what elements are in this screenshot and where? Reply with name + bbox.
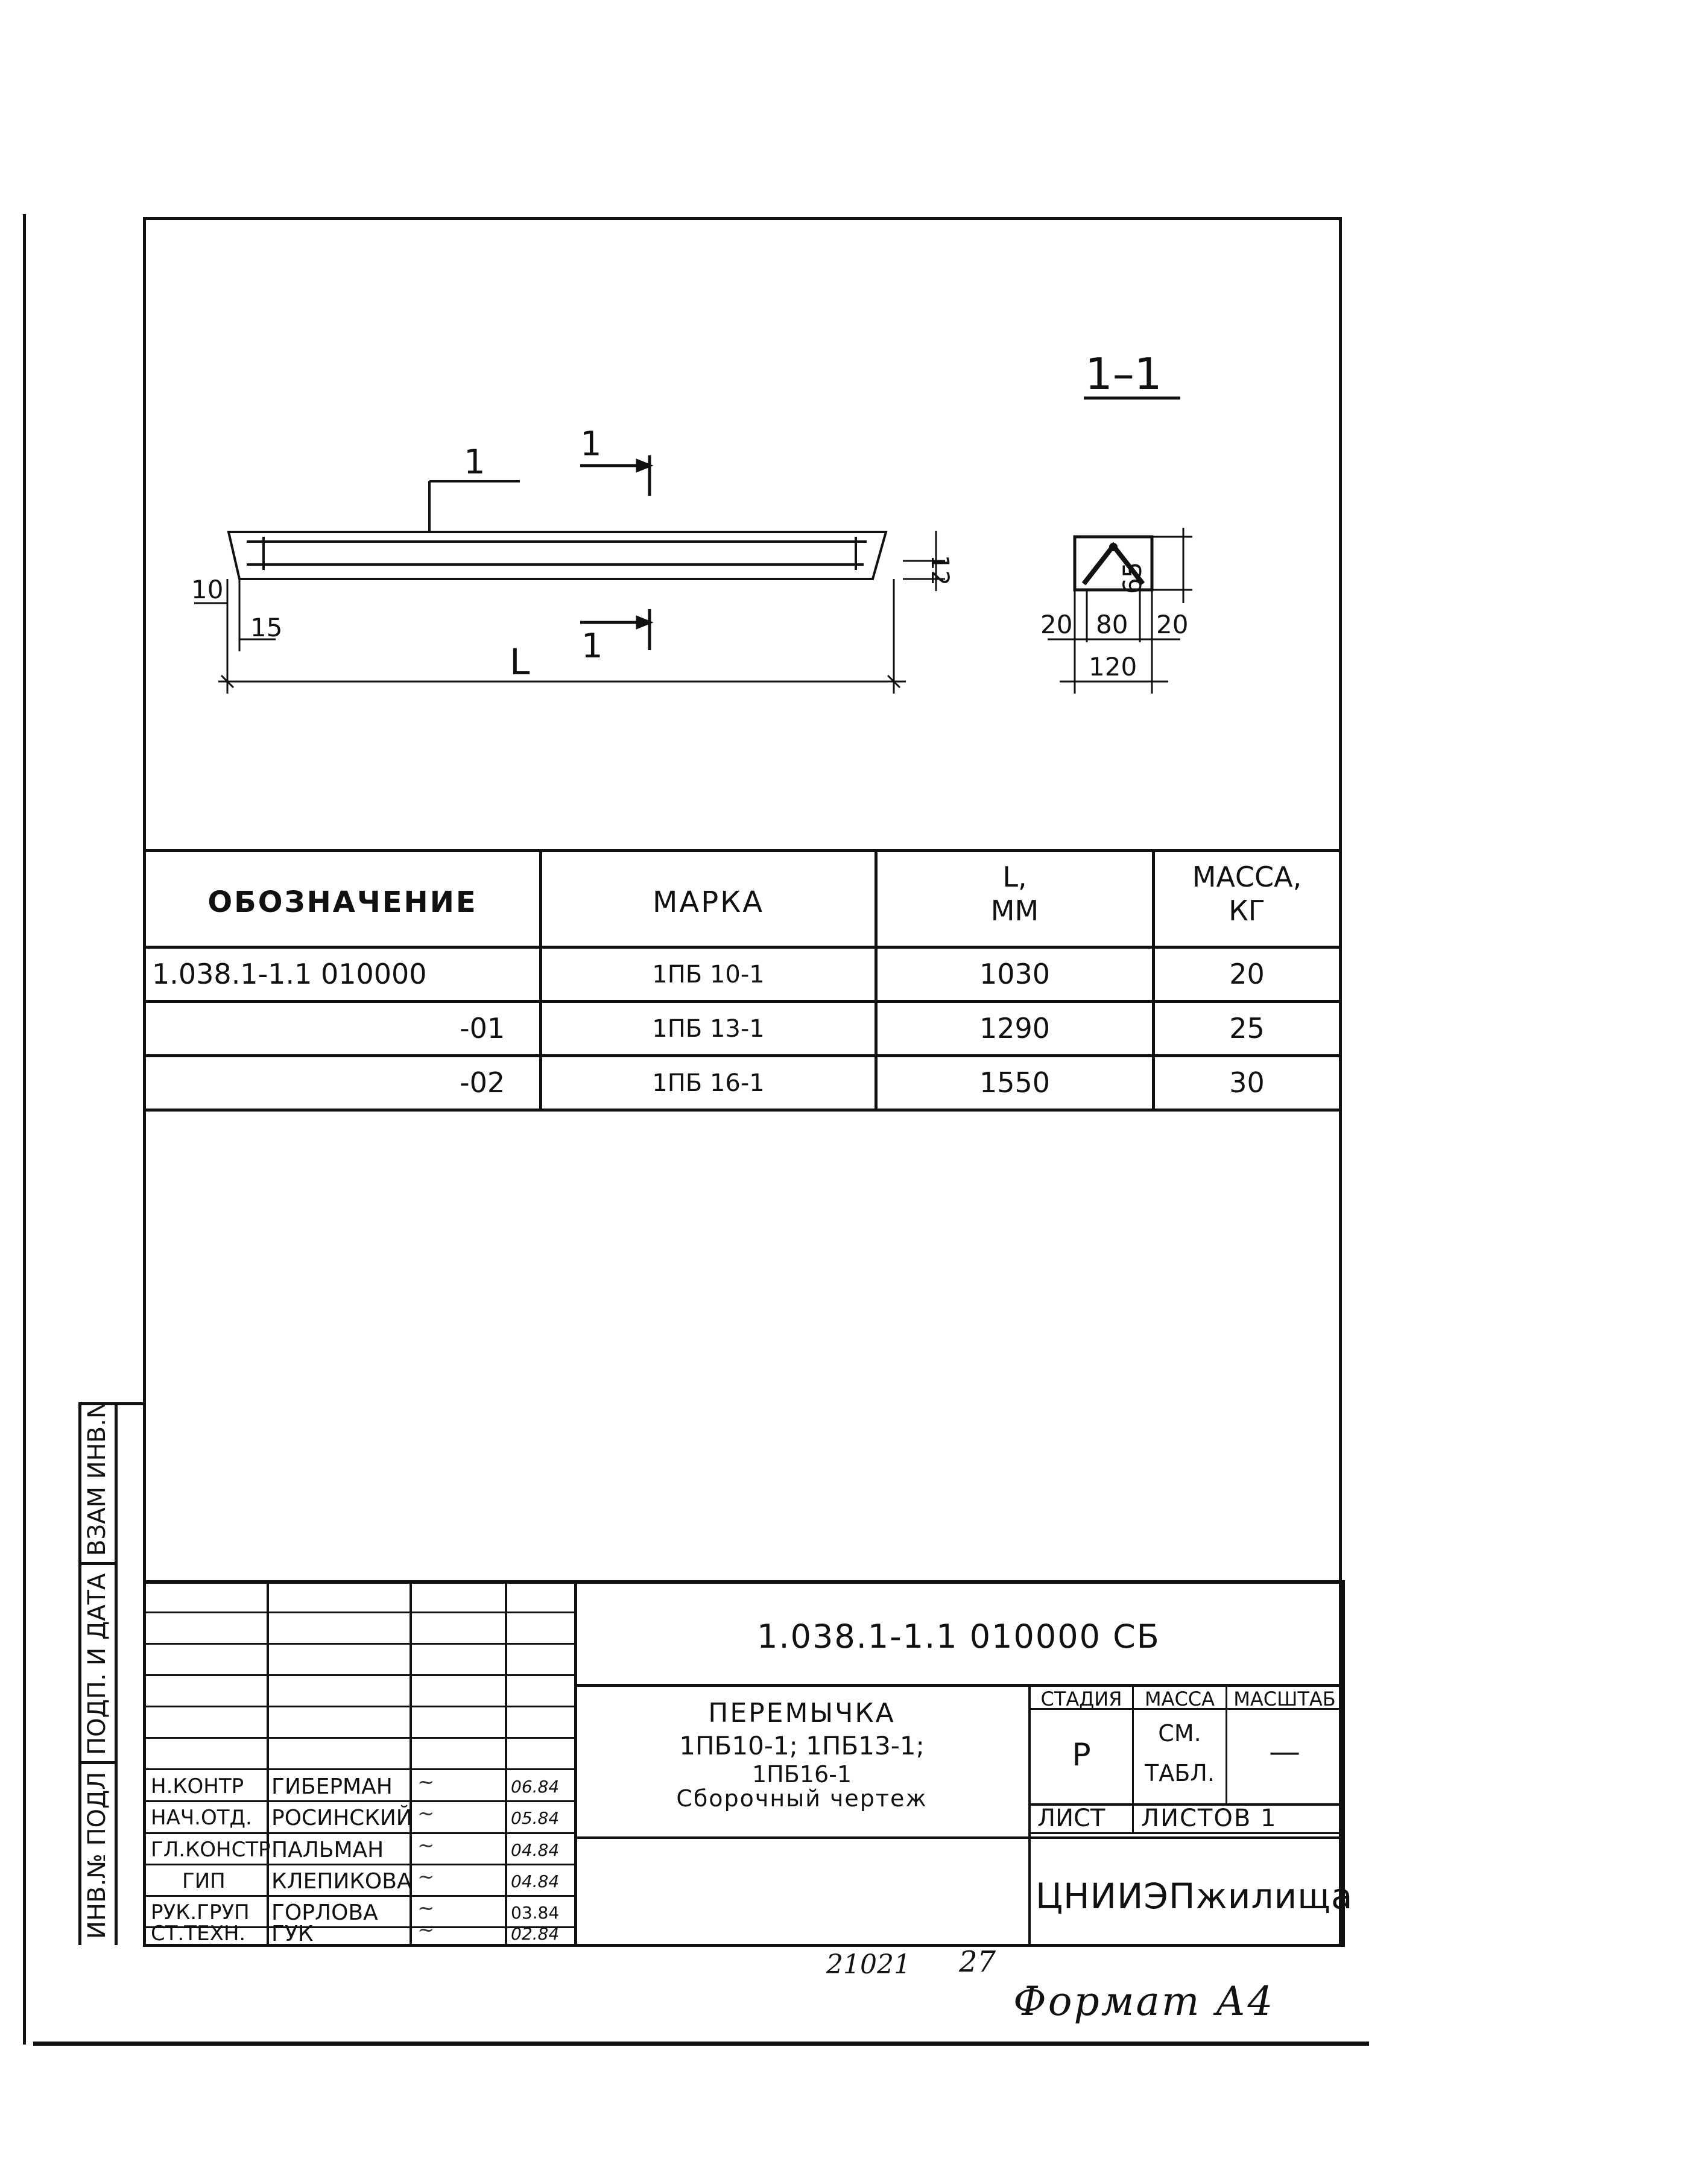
staff-4-role: РУК.ГРУП bbox=[151, 1900, 250, 1925]
dim-length: L bbox=[510, 641, 530, 683]
staff-2-date: 04.84 bbox=[511, 1840, 560, 1860]
row-0-mark: 1ПБ 10-1 bbox=[652, 961, 765, 988]
section-mark-top: 1 bbox=[580, 425, 602, 464]
staff-1-date: 05.84 bbox=[511, 1808, 560, 1828]
outer-bottom-border bbox=[33, 2042, 1369, 2046]
sheet-label: ЛИСТ bbox=[1037, 1805, 1105, 1832]
staff-0-signature: ~ bbox=[417, 1770, 435, 1794]
row-2-length: 1550 bbox=[979, 1066, 1051, 1099]
row-2-mass: 30 bbox=[1229, 1066, 1265, 1099]
staff-4-signature: ~ bbox=[417, 1896, 435, 1920]
dim-end-height: 12 bbox=[926, 555, 954, 586]
outer-left-border bbox=[23, 214, 26, 2045]
footer-page: 27 bbox=[959, 1945, 996, 1979]
mass-value-1: СМ. bbox=[1158, 1720, 1201, 1747]
dim-section-width: 120 bbox=[1089, 652, 1137, 682]
title-line1: ПЕРЕМЫЧКА bbox=[708, 1698, 896, 1729]
doc-code: 1.038.1-1.1 010000 СБ bbox=[757, 1618, 1160, 1656]
staff-5-date: 02.84 bbox=[511, 1924, 560, 1944]
staff-3-name: КЛЕПИКОВА bbox=[271, 1869, 412, 1894]
header-mass: МАССА, КГ bbox=[1192, 861, 1302, 927]
title-line3: 1ПБ16-1 bbox=[751, 1761, 852, 1788]
mass-header: МАССА bbox=[1144, 1687, 1215, 1710]
staff-1-role: НАЧ.ОТД. bbox=[151, 1806, 252, 1830]
row-1-designation: -01 bbox=[460, 1012, 505, 1045]
stamp-label-inv-no: ИНВ.№ ПОДЛ bbox=[83, 1771, 111, 1939]
drawing-area bbox=[143, 217, 1342, 838]
staff-3-signature: ~ bbox=[417, 1865, 435, 1889]
position-leader bbox=[429, 481, 520, 532]
header-designation: ОБОЗНАЧЕНИЕ bbox=[207, 885, 478, 919]
title-block bbox=[146, 1580, 1353, 1947]
side-stamp bbox=[78, 1402, 146, 1945]
staff-0-name: ГИБЕРМАН bbox=[271, 1774, 393, 1799]
lintel-elevation bbox=[229, 532, 886, 579]
staff-5-role: СТ.ТЕХН. bbox=[151, 1922, 246, 1946]
dim-section-height: 65 bbox=[1118, 561, 1147, 594]
title-line4: Сборочный чертеж bbox=[676, 1785, 928, 1812]
staff-1-signature: ~ bbox=[417, 1801, 435, 1826]
stamp-label-sign-date: ПОДП. И ДАТА bbox=[83, 1573, 111, 1755]
row-1-mark: 1ПБ 13-1 bbox=[652, 1015, 765, 1043]
section-bar bbox=[1109, 543, 1118, 551]
row-1-length: 1290 bbox=[979, 1012, 1051, 1045]
stage-header: СТАДИЯ bbox=[1040, 1687, 1122, 1710]
dim-section-right: 20 bbox=[1156, 610, 1189, 639]
position-mark: 1 bbox=[464, 443, 486, 482]
org-name: ЦНИИЭПжилища bbox=[1036, 1876, 1353, 1917]
scale-value: — bbox=[1269, 1734, 1300, 1770]
staff-0-date: 06.84 bbox=[511, 1777, 560, 1797]
stamp-label-replace: ВЗАМ ИНВ.N bbox=[83, 1400, 111, 1556]
dim-section-middle: 80 bbox=[1096, 610, 1128, 639]
footer-number: 21021 bbox=[826, 1949, 911, 1980]
staff-5-signature: ~ bbox=[417, 1918, 435, 1942]
staff-5-name: ГУК bbox=[271, 1922, 314, 1946]
row-2-mark: 1ПБ 16-1 bbox=[652, 1069, 765, 1097]
spec-table bbox=[146, 849, 1339, 1113]
row-0-mass: 20 bbox=[1229, 958, 1265, 990]
row-0-designation: 1.038.1-1.1 010000 bbox=[152, 958, 427, 990]
staff-1-name: РОСИНСКИЙ bbox=[271, 1806, 413, 1830]
section-title: 1–1 bbox=[1085, 349, 1162, 399]
dim-section-left: 20 bbox=[1040, 610, 1073, 639]
scale-header: МАСШТАБ bbox=[1233, 1687, 1336, 1710]
title-line2: 1ПБ10-1; 1ПБ13-1; bbox=[679, 1731, 925, 1760]
staff-2-name: ПАЛЬМАН bbox=[271, 1838, 384, 1862]
footer-format: Формат А4 bbox=[1013, 1978, 1275, 2025]
staff-3-role: ГИП bbox=[182, 1869, 226, 1893]
header-mark: МАРКА bbox=[652, 885, 765, 919]
mass-value-2: ТАБЛ. bbox=[1145, 1760, 1215, 1786]
header-length: L, ММ bbox=[990, 861, 1039, 927]
staff-2-role: ГЛ.КОНСТР bbox=[151, 1838, 271, 1862]
staff-3-date: 04.84 bbox=[511, 1871, 560, 1891]
dim-chamfer: 15 bbox=[250, 613, 283, 642]
dim-left-offset: 10 bbox=[191, 575, 224, 604]
staff-0-role: Н.КОНТР bbox=[151, 1774, 244, 1798]
row-0-length: 1030 bbox=[979, 958, 1051, 990]
sheets-label: ЛИСТОВ 1 bbox=[1141, 1805, 1277, 1832]
section-cut-marks bbox=[580, 455, 650, 650]
stage-value: Р bbox=[1072, 1737, 1091, 1773]
row-2-designation: -02 bbox=[460, 1066, 505, 1099]
section-mark-bottom: 1 bbox=[581, 627, 603, 666]
staff-2-signature: ~ bbox=[417, 1833, 435, 1858]
staff-4-name: ГОРЛОВА bbox=[271, 1900, 378, 1925]
staff-4-date: 03.84 bbox=[511, 1903, 560, 1923]
elevation-dimensions bbox=[194, 531, 945, 694]
row-1-mass: 25 bbox=[1229, 1012, 1265, 1045]
